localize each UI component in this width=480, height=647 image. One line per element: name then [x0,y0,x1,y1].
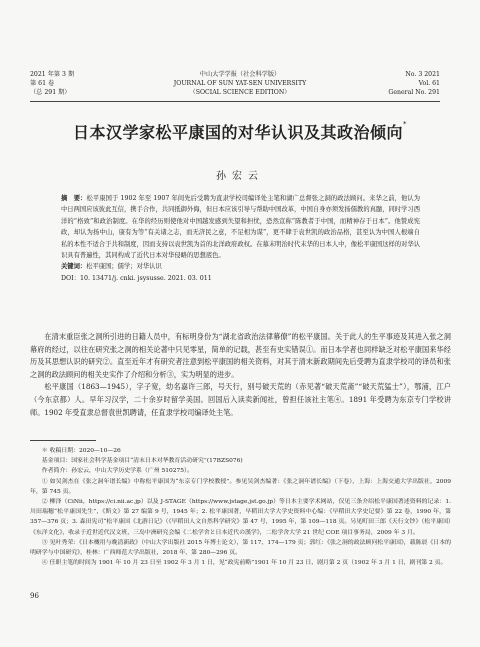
article-title-text: 日本汉学家松平康国的对华认识及其政治倾向 [72,123,403,142]
body-paragraph: 松平康国（1863—1945），字子宽，幼名嘉许三郎，号天行，别号破天荒的（赤见著“破天荒斋”“破天荒猛士”），鄂浦，江户（今东京都）人。早年习汉学，二十余岁时留学美国。回国后入读卖新闻社，曾担任该社主笔④。1891 年受聘为东京专门学校讲师。1902 年受直隶总督袁世凯聘请，任直隶学校司编译处主笔。 [30,382,451,417]
footnote-4: ④ 任职主笔的时间为 1901 年 10 月 23 日至 1902 年 3 月 1 日，见“政宪前略”1901 年 10 月 23 日、剧月第 2 页（1902 年 3 月 1 日，剧刊第 2 页。 [41,560,447,567]
journal-edition-en: （SOCIAL SCIENCE EDITION） [189,89,291,96]
general-number-en: General No. 291 [388,89,440,96]
journal-name-en: JOURNAL OF SUN YAT-SEN UNIVERSITY [173,80,307,87]
journal-issue-info-en [388,70,440,97]
title-footnote-mark: * [403,120,407,128]
issue-number: 2021 年第 3 期 [30,71,75,78]
general-number: （总 291 期） [30,89,71,96]
volume-number: 第 61 卷 [30,80,55,87]
doi-line: DOI：10. 13471/j. cnki. jsysusse. 2021. 03. 011 [61,274,212,282]
issue-number-en: No. 3 2021 [405,71,440,78]
body-paragraph: 在清末重臣张之洞所引进的日籍人员中，有标明身份为“湖北省政治法律幕僚”的松平康国。关于此人的生平事迹及其进入张之洞幕府的经过，以往在研究张之洞的相关论著中只见零星，简单的记载，甚至有史实错误①。而日本学者也同样缺乏对松平康国来华经历及其思想认识的研究②。直至近年才有研究者注意到松平康国的相关资料，对其于清末新政期间先后受聘为直隶学校司的译员和张之洞的政法顾问的相关史实作了介绍和分析③，实为明显的进步。 [30,332,451,379]
journal-name-cn: 中山大学学报（社会科学版） [199,71,281,78]
abstract-label: 摘 要： [61,195,87,202]
volume-number-en: Vol. 61 [418,80,440,87]
keywords-line [61,261,420,272]
header-rule [30,101,440,102]
keywords-label: 关键词： [61,263,87,271]
abstract-paragraph [61,193,420,261]
page-number: 96 [30,592,39,600]
keywords-text: 松平康国；儒学；对华认识 [86,263,162,271]
author-name: 孙宏云 [216,171,264,182]
footnote-author-info: 作者简介：孙宏云，中山大学历史学系（广州 510275）。 [41,468,193,475]
footnote-received-date: ＊ 收稿日期：2020—10—26 [41,448,121,454]
footnote-funding: 基金项目：国家社会科学基金项目“清末日本对华教育活动研究”(17BZS076) [41,458,243,465]
body-text [30,331,451,419]
footnote-1: ① 如吴剑杰在《张之洞年谱长编》中称松平康国为“东京专门学校教授”。参见吴剑杰编著：《张之洞年谱长编》（下卷），上海：上海交通大学出版社，2009 年，第 745 页。 [30,478,451,495]
abstract-text: 松平康国于 1902 年至 1907 年间先后受聘为直隶学校司编译处主笔和湖广总督张之洞的政法顾问。来华之前，他认为中日两国应该彼此互信，携手合作，共同抵御外侮，但日本应该引导与帮助中国改革，中国自身亦须发扬儒教的真髓，同时学习西洋的“格致”和政治制度。在华的经历则使他对中国越发感到失望和担忧，恐然宣称“陈教者于中国，而精神存于日本”。他赞成宪政，却认为扬中山，康有为等“有关诸之志，而无济民之意，不足相为谋”，更不肆于袁世凯的政治品格，甚至认为中国人根端自私的本性不适合于共和制度，因而支持以袁世凯为首的北洋政府政权。在慕末明治时代末华的日本人中，像松平康国这样的对华认识具有普遍性，其同构成了近代日本对华侵略的思想底色。 [61,195,420,260]
article-title [0,120,480,143]
footnote-3: ③ 见叶秀荣：《日本概用与晚清新政》（中山大学出版社 2015 年博士论文），第 117、174—179 页；郭红：《张之洞的政法顾问松平康国》，载陈晨《日本的明研学与中国研究》，桂林：广西师范大学出版社，2018 年，第 280—296 页。 [30,539,451,557]
footnote-2: ② 柳泽（CiNii，https://ci.nii.ac.jp）以及 J-STAGE（https://www.jstage.jst.go.jp）等日本主要学术网站，仅见三条介绍松平康国著述资料的记录：1. 川田瑞穗“松平康国先生”，《斯文》第 27 编第 9 号，1945 年；2. 松平康国著，早稻田大学大学史资料中心编：《早稻田大学史记要》第 22 卷，1990 年，第 357—376 页；3. 森田宪司“松平康国《北游日记》（《早稻田人文自然科学研究》第 47 号，1995 年，第 109—118 页。另见町田三郎《天行文钞》（松平康国）《东洋文化》，收录于近世近代汉文班，三岛中洲研究会编《二松学舍と日本近代の漢学》，二松学舍大学 21 世纪 COE 项目事务局，2009 年 3 月。 [30,499,451,536]
footnote-rule [30,440,96,441]
abstract-block [61,193,420,284]
footnotes-block [30,446,451,568]
